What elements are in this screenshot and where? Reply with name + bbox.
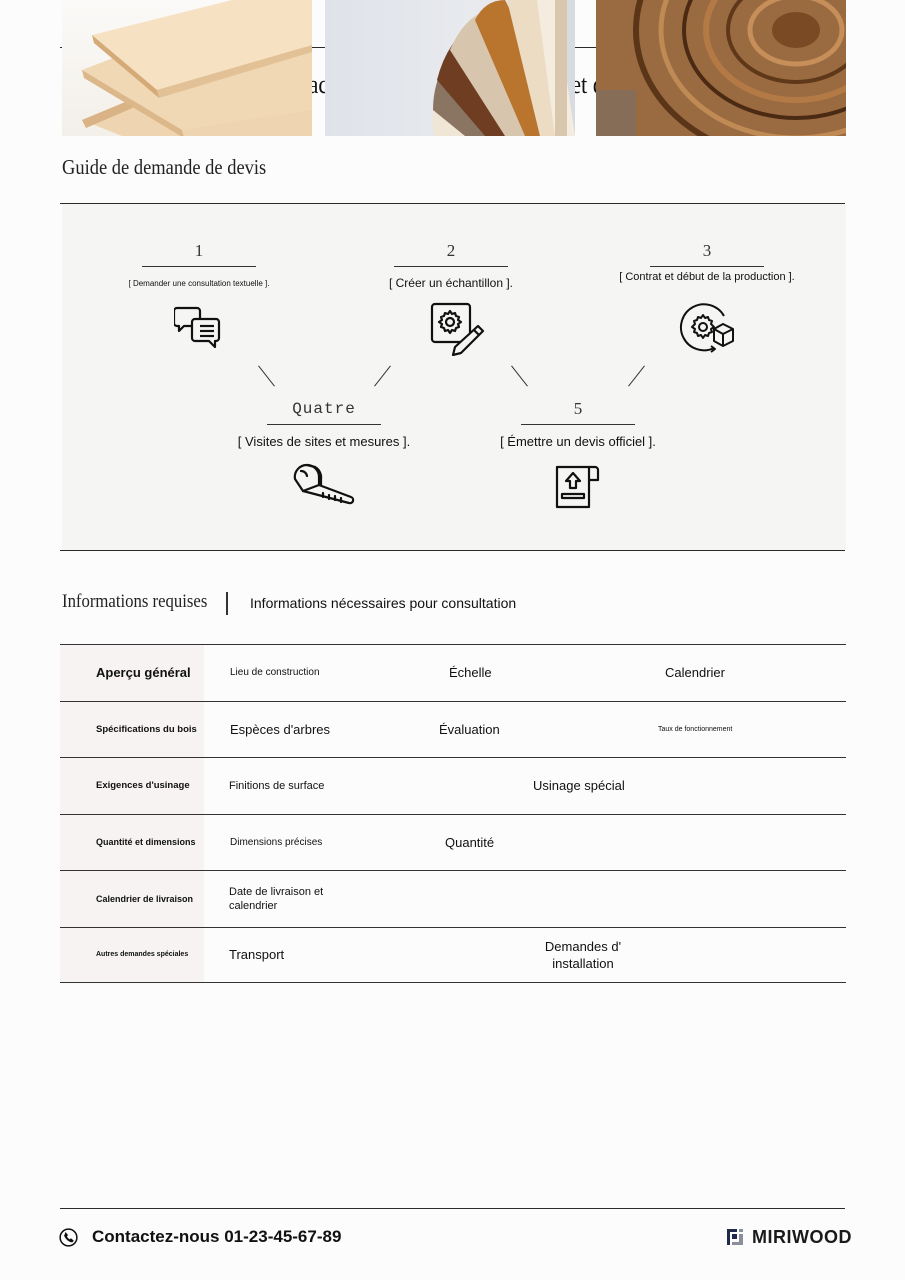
field-cell: Date de livraison et calendrier: [229, 885, 324, 912]
table-row: [60, 814, 846, 871]
guide-step-5: [478, 398, 678, 509]
field-cell: Évaluation: [439, 721, 500, 737]
step-number: 5: [573, 399, 583, 418]
step-underline: [394, 266, 508, 267]
step-label: [ Créer un échantillon ].: [388, 276, 514, 290]
table-row: [60, 701, 846, 758]
row-header: Quantité et dimensions: [60, 815, 204, 871]
wood-veneer-samples-photo: [325, 0, 575, 136]
field-cell: Demandes d' installation: [544, 938, 622, 971]
table-row: [60, 870, 846, 927]
step-number: 2: [446, 241, 456, 260]
row-header: Calendrier de livraison: [60, 871, 204, 927]
plywood-boards-photo: [62, 0, 312, 136]
contact-phone[interactable]: Contactez-nous 01-23-45-67-89: [92, 1227, 342, 1246]
step-number: Quatre: [292, 400, 356, 418]
page-title: et: [571, 70, 588, 99]
field-cell: Quantité: [445, 834, 495, 850]
guide-step-3: [600, 240, 814, 355]
row-header: Autres demandes spéciales: [60, 928, 204, 983]
row-header: Aperçu général: [60, 645, 204, 701]
field-cell: Usinage spécial: [533, 778, 625, 794]
step-underline: [521, 424, 635, 425]
document-upload-icon: [555, 463, 601, 509]
footer-divider: [60, 1208, 845, 1209]
step-number: 3: [702, 241, 712, 260]
tree-rings-photo: [596, 0, 846, 136]
field-cell: Dimensions précises: [230, 836, 323, 848]
brand-name: MIRIWOOD: [752, 1227, 852, 1247]
guide-section-title: Guide de demande de devis: [62, 155, 267, 179]
field-cell: Espèces d'arbres: [230, 721, 331, 737]
tape-measure-icon: [293, 461, 355, 509]
row-header: Exigences d'usinage: [60, 758, 204, 814]
step-label: [ Émettre un devis officiel ].: [500, 434, 656, 449]
field-cell: Transport: [229, 947, 285, 963]
step-underline: [267, 424, 381, 425]
requirements-table: [60, 644, 846, 983]
title-separator: [226, 592, 228, 615]
gear-box-cycle-icon: [678, 303, 736, 355]
chat-bubbles-icon: [174, 304, 224, 350]
step-underline: [142, 266, 256, 267]
field-cell: Échelle: [449, 665, 492, 681]
step-label: [ Contrat et début de la production ].: [619, 271, 795, 283]
table-row: [60, 757, 846, 814]
field-cell: Finitions de surface: [229, 779, 325, 792]
field-cell: Taux de fonctionnement: [658, 725, 733, 733]
guide-step-1: [100, 240, 298, 350]
step-underline: [650, 266, 764, 267]
step-label: [ Demander une consultation textuelle ].: [128, 279, 270, 288]
row-header: Spécifications du bois: [60, 702, 204, 758]
miriwood-logo-icon: [727, 1229, 743, 1245]
field-cell: Calendrier: [665, 665, 725, 681]
guide-step-2: [352, 240, 550, 356]
guide-bottom-divider: [60, 550, 845, 551]
table-row: [60, 644, 846, 701]
gear-pencil-icon: [430, 302, 486, 356]
requirements-title: Informations requises: [62, 591, 208, 612]
table-row: [60, 927, 846, 984]
phone-icon: [59, 1228, 78, 1247]
requirements-subtitle: Informations nécessaires pour consultation: [250, 595, 517, 611]
step-number: 1: [194, 241, 204, 260]
field-cell: Lieu de construction: [230, 667, 320, 679]
step-label: [ Visites de sites et mesures ].: [237, 434, 411, 449]
guide-step-4: [224, 398, 424, 509]
